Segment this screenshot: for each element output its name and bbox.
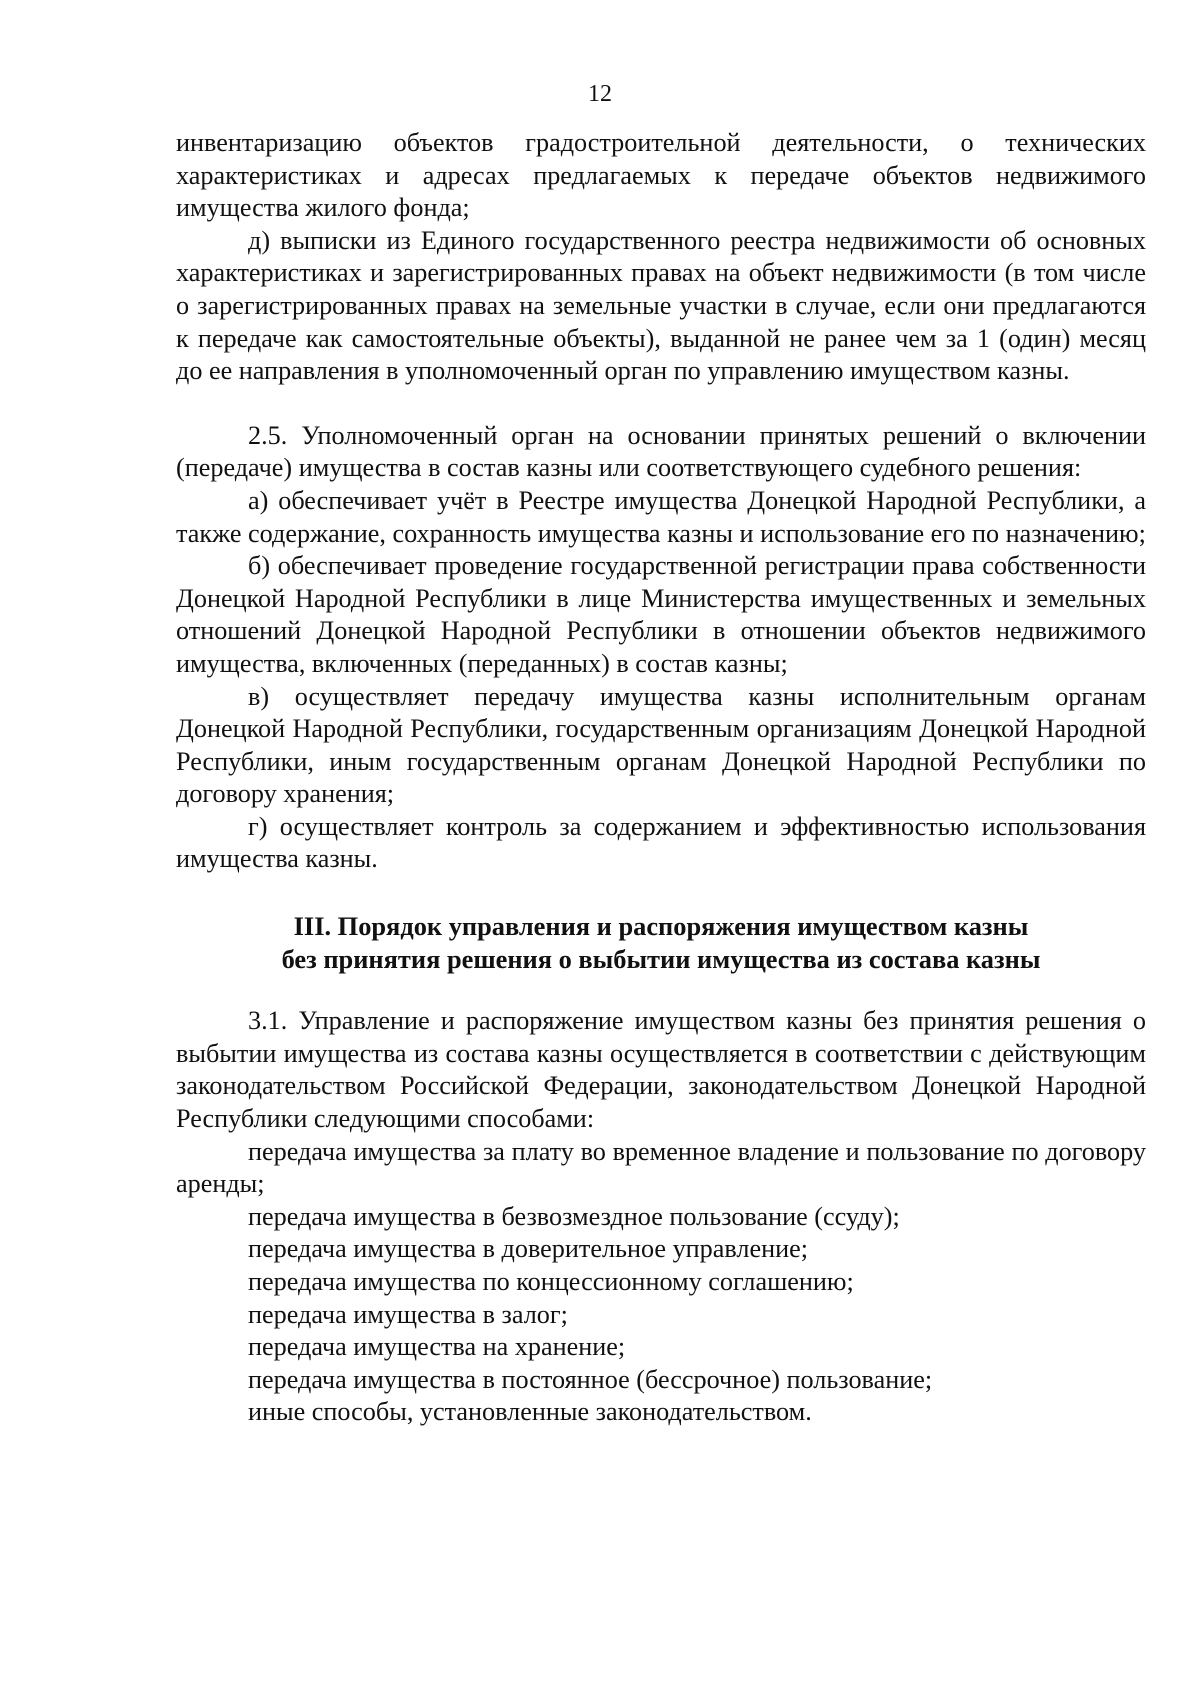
paragraph-3-1: 3.1. Управление и распоряжение имуществом казны без принятия решения о выбытии имущества из состава казны осуществляется в соответствии с действующим законодательством Российской Федерации, законодательством Донецкой Народной Республики следующими способами: bbox=[176, 1006, 1146, 1134]
section-heading-line-1: III. Порядок управления и распоряжения имуществом казны bbox=[293, 911, 1029, 942]
paragraph-item-v: в) осуществляет передачу имущества казны исполнительным органам Донецкой Народной Республики, государственным организациям Донецкой Народной Республики, иным государственным органам Донецкой Народной Республики по договору хранения; bbox=[176, 681, 1146, 809]
paragraph-2-5: 2.5. Уполномоченный орган на основании принятых решений о включении (передаче) имущества в состав казны или соответствующего судебного решения: bbox=[176, 420, 1146, 483]
page-number: 12 bbox=[588, 81, 612, 107]
list-item: передача имущества в залог; bbox=[248, 1299, 568, 1329]
section-heading-line-2: без принятия решения о выбытии имущества из состава казны bbox=[281, 943, 1041, 974]
list-item: иные способы, установленные законодательством. bbox=[248, 1397, 812, 1427]
list-item: передача имущества по концессионному соглашению; bbox=[248, 1267, 854, 1296]
paragraph-item-a: а) обеспечивает учёт в Реестре имущества Донецкой Народной Республики, а также содержание, сохранность имущества казны и использование его по назначению; bbox=[176, 485, 1146, 548]
document-body bbox=[176, 127, 1146, 1429]
list-item: передача имущества в доверительное управление; bbox=[248, 1234, 809, 1264]
list-item-lease: передача имущества за плату во временное владение и пользование по договору аренды; bbox=[176, 1136, 1146, 1199]
paragraph-item-g: г) осуществляет контроль за содержанием и эффективностью использования имущества казны. bbox=[176, 811, 1146, 874]
paragraph-item-b: б) обеспечивает проведение государственной регистрации права собственности Донецкой Народной Республики в лице Министерства имущественных и земельных отношений Донецкой Народной Республики в отношении объектов недвижимого имущества, включенных (переданных) в состав казны; bbox=[176, 551, 1146, 678]
list-item: передача имущества на хранение; bbox=[248, 1332, 626, 1362]
section-heading bbox=[176, 910, 1146, 975]
paragraph-item-d: д) выписки из Единого государственного реестра недвижимости об основных характеристиках и зарегистрированных правах на объект недвижимости (в том числе о зарегистрированных правах на земельные участки в случае, если они предлагаются к передаче как самостоятельные объекты), выданной не ранее чем за 1 (один) месяц до ее направления в уполномоченный орган по управлению имуществом казны. bbox=[176, 225, 1146, 386]
list-item: передача имущества в постоянное (бессрочное) пользование; bbox=[248, 1364, 933, 1394]
list-item: передача имущества в безвозмездное пользование (ссуду); bbox=[248, 1201, 900, 1231]
paragraph-continuation: инвентаризацию объектов градостроительной деятельности, о технических характеристиках и адресах предлагаемых к передаче объектов недвижимого имущества жилого фонда; bbox=[176, 128, 1146, 223]
